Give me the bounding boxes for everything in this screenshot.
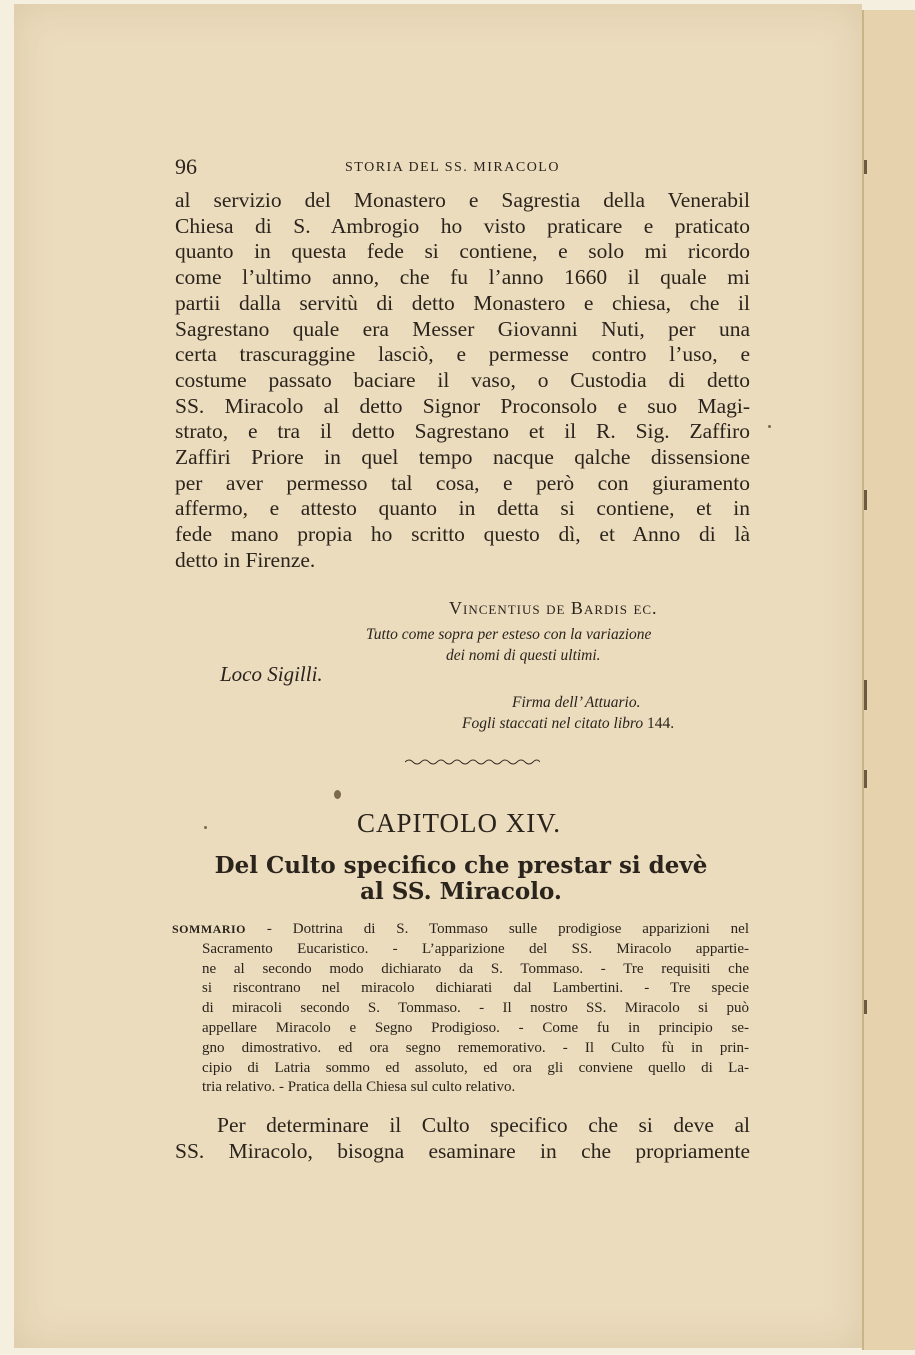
ink-speck xyxy=(204,826,207,829)
summary-text: - Dottrina di S. Tommaso sulle prodigiose apparizioni nel xyxy=(266,921,749,937)
chapter-subtitle-line: al SS. Miracolo. xyxy=(360,878,562,905)
body-line: costume passato baciare il vaso, o Custodia di detto xyxy=(175,367,750,392)
closing-line: SS. Miracolo, bisogna esaminare in che propriamente xyxy=(175,1139,750,1163)
source-reference-number: 144. xyxy=(646,715,675,732)
summary-line: appellare Miracolo e Segno Prodigioso. - Come fu in principio se- xyxy=(202,1019,749,1036)
body-line: fede mano propia ho scritto questo dì, et Anno di là xyxy=(175,522,750,547)
running-title: STORIA DEL SS. MIRACOLO xyxy=(345,160,560,175)
summary-line: tria relativo. - Pratica della Chiesa sul culto relativo. xyxy=(202,1079,516,1096)
body-line: partii dalla servitù di detto Monastero e chiesa, che il xyxy=(175,290,750,315)
seal-place-note: Loco Sigilli. xyxy=(220,662,323,686)
summary-label: SOMMARIO xyxy=(172,922,246,936)
attuario-signature: Firma dell’ Attuario. xyxy=(512,694,641,711)
body-paragraph xyxy=(175,188,750,574)
page-number: 96 xyxy=(175,154,197,179)
body-line: come l’ultimo anno, che fu l’anno 1660 il quale mi xyxy=(175,265,750,290)
closing-paragraph xyxy=(175,1112,750,1164)
signatory-name: Vincentius de Bardis ec. xyxy=(449,598,658,618)
summary-line: cipio di Latria sommo ed assoluto, ed ora gli conviene quello di La- xyxy=(202,1059,749,1076)
summary-line: ne al secondo modo dichiarato da S. Tommaso. - Tre requisiti che xyxy=(202,960,749,977)
body-line: Zaffiri Priore in quel tempo nacque qalche dissensione xyxy=(175,445,750,470)
signature-note-line: dei nomi di questi ultimi. xyxy=(446,647,601,664)
ink-speck xyxy=(334,790,341,799)
ink-speck xyxy=(768,425,771,428)
chapter-subtitle-line: Del Culto specifico che prestar si devè xyxy=(214,852,708,879)
summary-line: di miracoli secondo S. Tommaso. - Il nostro SS. Miracolo si può xyxy=(202,1000,749,1017)
signature-note-line: Tutto come sopra per esteso con la variazione xyxy=(366,626,652,643)
body-line: quanto in questa fede si contiene, e solo mi ricordo xyxy=(175,239,750,264)
body-line: Sagrestano quale era Messer Giovanni Nuti, per una xyxy=(175,316,750,341)
closing-line: Per determinare il Culto specifico che si deve al xyxy=(217,1113,750,1137)
summary-line: gno dimostrativo. ed ora segno rememorativo. - Il Culto fù in prin- xyxy=(202,1039,749,1056)
body-line: detto in Firenze. xyxy=(175,547,316,572)
body-line: SS. Miracolo al detto Signor Proconsolo e suo Magi- xyxy=(175,393,750,418)
summary-line: si riscontrano nel miracolo dichiarati dal Lambertini. - Tre specie xyxy=(202,980,749,997)
summary-line: Sacramento Eucaristico. - L’apparizione del SS. Miracolo appartie- xyxy=(202,940,749,957)
source-reference xyxy=(462,715,674,733)
wavy-divider-ornament xyxy=(405,756,540,768)
chapter-subtitle xyxy=(172,853,750,905)
page-header xyxy=(175,154,750,184)
signature-note xyxy=(366,624,751,666)
body-line: per aver permesso tal cosa, e però con giuramento xyxy=(175,470,750,495)
chapter-summary xyxy=(172,920,749,1098)
body-line: al servizio del Monastero e Sagrestia della Venerabil xyxy=(175,188,750,212)
summary-line xyxy=(172,920,749,940)
body-line: Chiesa di S. Ambrogio ho visto praticare e praticato xyxy=(175,213,750,238)
body-line: strato, e tra il detto Sagrestano et il R. Sig. Zaffiro xyxy=(175,419,750,444)
adjacent-page-edge xyxy=(862,10,915,1350)
chapter-title: CAPITOLO XIV. xyxy=(357,808,562,838)
source-reference-text: Fogli staccati nel citato libro xyxy=(462,715,644,732)
body-line: certa trascuraggine lasciò, e permesse contro l’uso, e xyxy=(175,342,750,367)
body-line: affermo, e attesto quanto in detta si contiene, et in xyxy=(175,496,750,521)
